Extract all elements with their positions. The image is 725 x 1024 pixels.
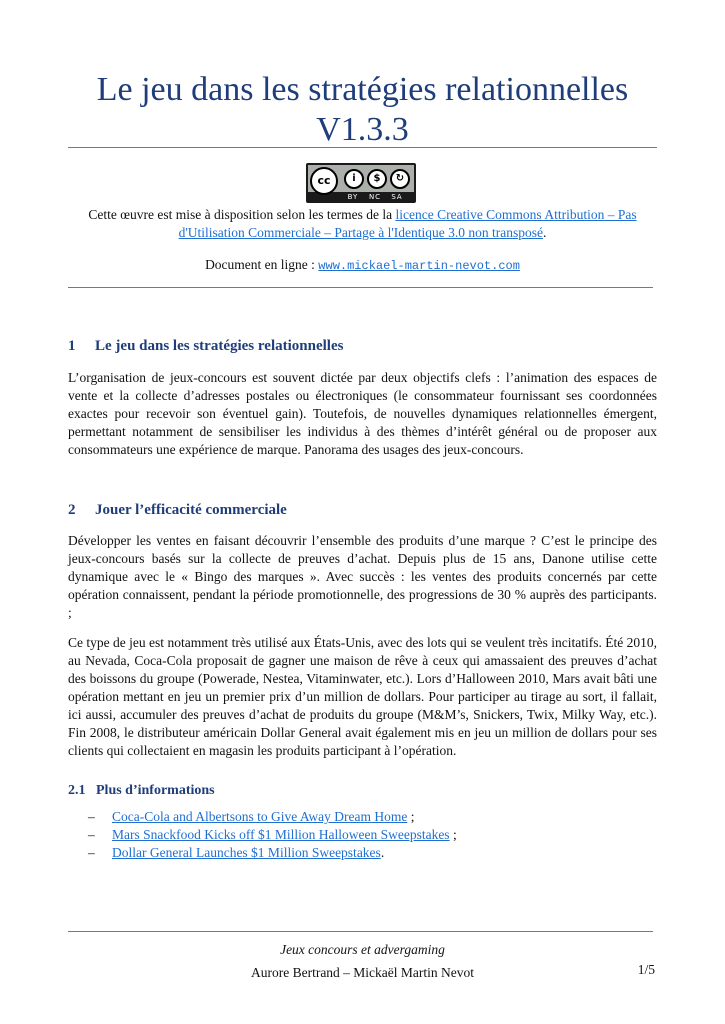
list-item — [68, 826, 657, 844]
list-item-suffix: ; — [449, 827, 457, 842]
footer-subject: Jeux concours et advergaming — [280, 942, 445, 957]
cc-label-sa: SA — [391, 193, 403, 201]
list-item-suffix: . — [380, 845, 385, 860]
license-link[interactable]: licence Creative Commons Attribution – Pas d'Utilisation Commerciale – Partage à l'Identique 3.0 non transposé — [178, 207, 637, 240]
list-item — [68, 844, 657, 862]
license-notice — [68, 206, 657, 242]
footer-divider — [68, 931, 653, 932]
title-line-2: V1.3.3 — [316, 111, 409, 148]
license-text-before: Cette œuvre est mise à disposition selon les termes de la — [88, 207, 396, 222]
dash-bullet: – — [88, 845, 95, 860]
mars-link[interactable]: Mars Snackfood Kicks off $1 Million Halloween Sweepstakes — [112, 827, 450, 842]
title-line-1: Le jeu dans les stratégies relationnelles — [96, 71, 629, 108]
website-link[interactable]: www.mickael-martin-nevot.com — [318, 259, 520, 273]
subsection-2-1-title: Plus d’informations — [96, 783, 215, 798]
section-1-paragraph: L’organisation de jeux-concours est souvent dictée par deux objectifs clefs : l’animation des espaces de vente et la collecte d’adresses postales ou électroniques (le consommateur fournissant ses coordonnées exactes pour recevoir son éventuel gain). Toutefois, de nouvelles dynamiques relationnelles émergent, permettant notamment de sensibiliser les individus à des thèmes d’intérêt général ou de proposer aux consommateurs une expérience de marque. Panorama des usages des jeux-concours. — [68, 370, 657, 457]
online-document — [68, 256, 657, 275]
document-title — [68, 70, 657, 150]
cc-badge-labels — [342, 192, 414, 201]
section-2-number: 2 — [68, 502, 76, 518]
coca-cola-link[interactable]: Coca-Cola and Albertsons to Give Away Dream Home — [112, 809, 408, 824]
section-2-heading — [68, 500, 657, 520]
section-2-paragraph-1: Développer les ventes en faisant découvrir l’ensemble des produits d’une marque ? C’est le principe des jeux-concours basés sur la collecte de preuves d’achat. Depuis plus de 15 ans, Danone utilise cette dynamique avec le « Bingo des marques ». Avec succès : les ventes des produits concernés par cette opération connaissent, pendant la période promotionnelle, des progressions de 30 % auprès des participants. ; — [68, 533, 657, 620]
sa-icon: ↻ — [390, 169, 410, 189]
cc-license-badge[interactable] — [306, 163, 416, 203]
title-divider — [68, 147, 657, 148]
list-item-suffix: ; — [407, 809, 415, 824]
list-item — [68, 808, 657, 826]
more-info-list — [68, 808, 657, 862]
subsection-2-1-heading — [68, 782, 657, 800]
license-text-after: . — [543, 225, 547, 240]
section-1-title: Le jeu dans les stratégies relationnelles — [95, 338, 344, 354]
cc-logo-icon: cc — [310, 167, 338, 195]
section-1-heading — [68, 336, 657, 356]
footer-authors: Aurore Bertrand – Mickaël Martin Nevot — [250, 965, 475, 980]
header-divider — [68, 287, 653, 288]
dollar-general-link[interactable]: Dollar General Launches $1 Million Sweepstakes — [112, 845, 381, 860]
cc-label-nc: NC — [368, 193, 382, 201]
section-2-paragraph-2: Ce type de jeu est notamment très utilisé aux États-Unis, avec des lots qui se veulent très incitatifs. Été 2010, au Nevada, Coca-Cola proposait de gagner une maison de rêve à ceux qui amassaient des preuves d’achat des boissons du groupe (Powerade, Nestea, Vitaminwater, etc.). Lors d’Halloween 2010, Mars avait bâti une opération mettant en jeu un premier prix d’un million de dollars. Pour participer au tirage au sort, il fallait, ici aussi, accumuler des preuves d’achat de produits du groupe (M&M’s, Snickers, Twix, Milky Way, etc.). Fin 2008, le distributeur américain Dollar General avait également mis en jeu un million de dollars pour ses clients qui collectaient en magasin les produits participant à l’opération. — [68, 635, 657, 758]
page-number: 1/5 — [637, 962, 655, 977]
subsection-2-1-number: 2.1 — [68, 783, 86, 798]
dash-bullet: – — [88, 827, 95, 842]
online-label: Document en ligne : — [205, 257, 319, 272]
section-2-title: Jouer l’efficacité commerciale — [95, 502, 287, 518]
by-icon: i — [344, 169, 364, 189]
cc-label-by: BY — [347, 193, 359, 201]
nc-icon: $ — [367, 169, 387, 189]
section-1-number: 1 — [68, 338, 76, 354]
dash-bullet: – — [88, 809, 95, 824]
